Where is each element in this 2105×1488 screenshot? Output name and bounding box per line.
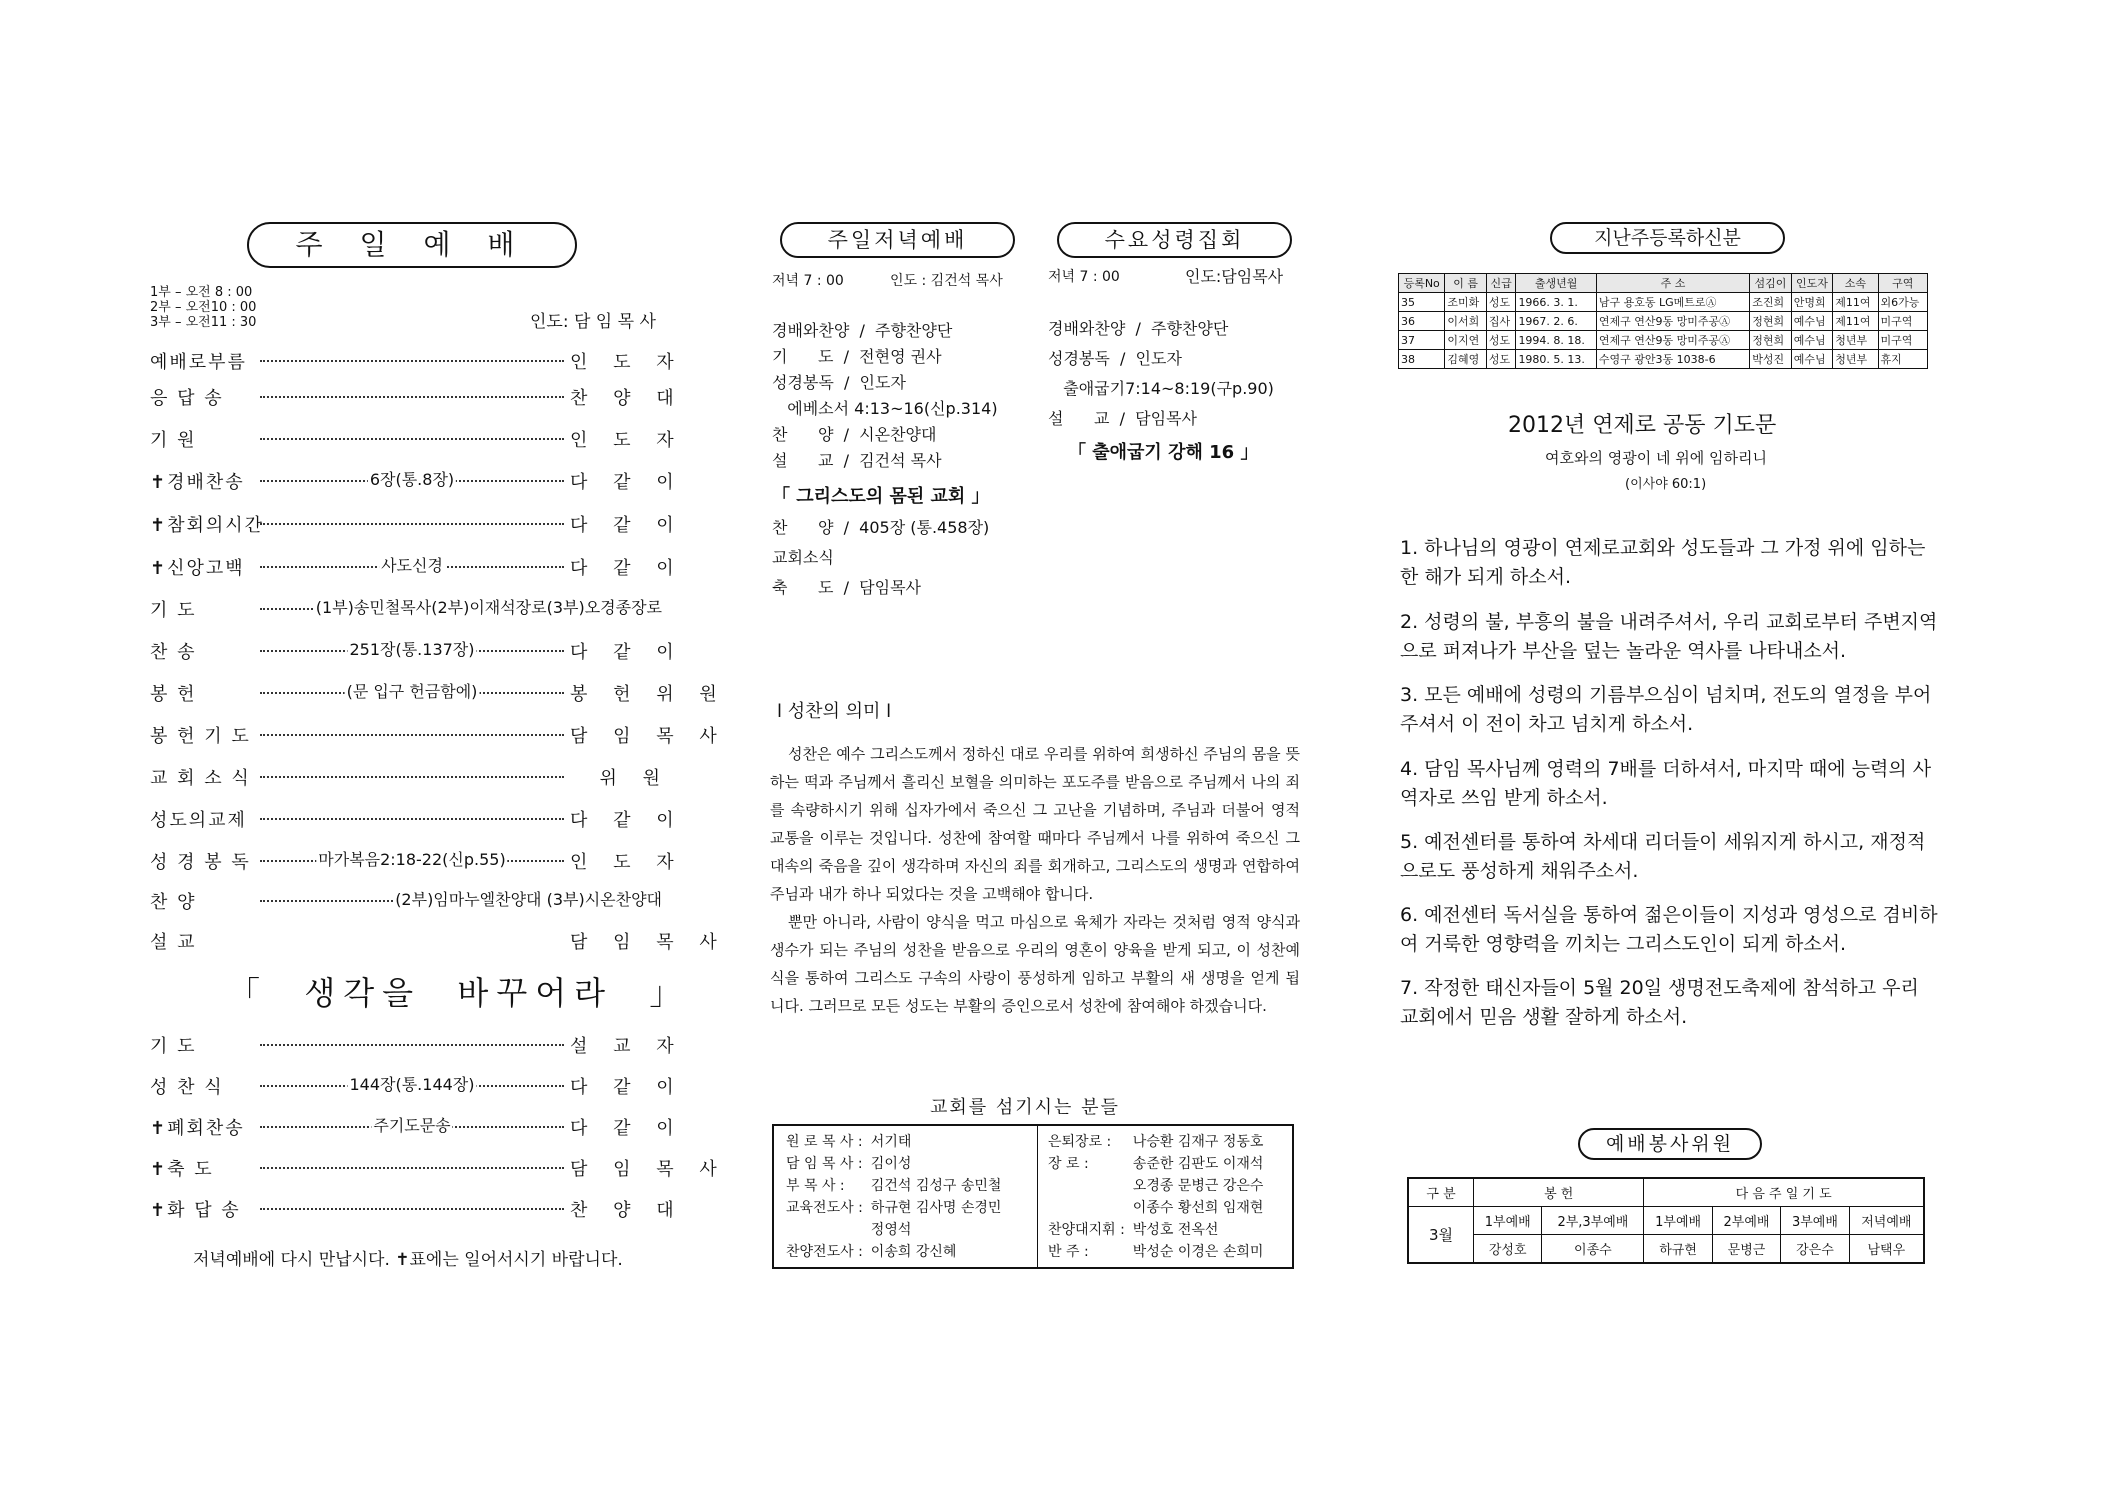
servant-names: 하규현 김사명 손경민 bbox=[870, 1200, 1002, 1216]
order-row bbox=[150, 346, 684, 376]
evening-line: 기 도 / 전현영 권사 bbox=[772, 347, 942, 366]
order-leader-dots bbox=[260, 682, 564, 701]
duty-sub-header: 1부예배 bbox=[1474, 1207, 1542, 1235]
order-row bbox=[150, 636, 684, 666]
table-cell: 36 bbox=[1399, 312, 1445, 331]
duty-sub-header: 1부예배 bbox=[1644, 1207, 1712, 1235]
service-time: 2부 – 오전10 : 00 bbox=[150, 300, 257, 315]
order-label: 설 교 bbox=[150, 932, 197, 953]
order-label: ✝화 답 송 bbox=[150, 1200, 241, 1221]
table-cell: 수영구 광안3동 1038-6 bbox=[1596, 350, 1749, 369]
table-cell: 정현희 bbox=[1750, 331, 1792, 350]
wednesday-time: 저녁 7 : 00 bbox=[1048, 269, 1120, 285]
duty-name: 문병근 bbox=[1712, 1235, 1780, 1264]
duty-sub-header: 2부,3부예배 bbox=[1542, 1207, 1644, 1235]
order-label: 응 답 송 bbox=[150, 388, 224, 409]
servant-role: 교육전도사 : bbox=[786, 1200, 863, 1216]
servant-names: 오경종 문병근 강은수 bbox=[1132, 1178, 1264, 1194]
wednesday-line: 성경봉독 / 인도자 bbox=[1048, 349, 1182, 368]
communion-body bbox=[770, 740, 1300, 1020]
servant-row bbox=[782, 1218, 1005, 1240]
column-header: 이 름 bbox=[1445, 274, 1487, 293]
table-cell: 제11여 bbox=[1833, 312, 1878, 331]
column-header: 등록No bbox=[1399, 274, 1445, 293]
wednesday-title-text: 수요성령집회 bbox=[1104, 228, 1245, 252]
servant-role: 담 임 목 사 : bbox=[786, 1156, 863, 1172]
evening-line: 교회소식 bbox=[772, 548, 834, 567]
column-header: 주 소 bbox=[1596, 274, 1749, 293]
communion-heading: l 성찬의 의미 l bbox=[777, 701, 892, 722]
order-leader-dots bbox=[260, 776, 564, 778]
table-cell: 성도 bbox=[1486, 293, 1516, 312]
order-detail: (2부)임마누엘찬양대 (3부)시온찬양대 bbox=[393, 887, 664, 910]
order-row bbox=[150, 1071, 684, 1101]
duty-title-text: 예배봉사위원 bbox=[1605, 1133, 1735, 1155]
sunday-leader: 인도: 담 임 목 사 bbox=[530, 312, 656, 332]
servants-title: 교회를 섬기시는 분들 bbox=[930, 1097, 1120, 1118]
wednesday-leader: 인도:담임목사 bbox=[1185, 267, 1284, 286]
duty-table bbox=[1407, 1177, 1925, 1264]
order-right: 설 교 자 bbox=[570, 1036, 684, 1057]
table-row bbox=[1399, 350, 1928, 369]
prayer-item: 6. 예전센터 독서실을 통하여 젊은이들이 지성과 영성으로 겸비하여 거룩한 영향력을 끼치는 그리스도인이 되게 하소서. bbox=[1400, 904, 1938, 955]
order-row bbox=[150, 382, 684, 412]
duty-sub-row bbox=[1408, 1207, 1924, 1235]
order-leader-dots bbox=[260, 360, 564, 362]
prayer-item: 4. 담임 목사님께 영력의 7배를 더하셔서, 마지막 때에 능력의 사역자로 쓰임 받게 하소서. bbox=[1400, 758, 1932, 809]
order-right: 담 임 목 사 bbox=[570, 932, 727, 953]
order-label: 기 원 bbox=[150, 430, 197, 451]
servant-names: 송준한 김판도 이재석 bbox=[1132, 1156, 1264, 1172]
order-leader-dots bbox=[260, 1167, 564, 1169]
sunday-sermon-title: 「 생각을 바꾸어라 」 bbox=[228, 974, 690, 1012]
table-cell: 예수님 bbox=[1791, 312, 1833, 331]
prayer-item: 1. 하나님의 영광이 연제로교회와 성도들과 그 가정 위에 임하는 한 해가 되게 하소서. bbox=[1400, 537, 1926, 588]
order-row bbox=[150, 886, 670, 916]
table-row bbox=[1399, 312, 1928, 331]
servant-row bbox=[1044, 1130, 1267, 1152]
order-label: ✝축 도 bbox=[150, 1159, 214, 1180]
order-row bbox=[150, 678, 727, 708]
order-label: ✝폐회찬송 bbox=[150, 1118, 245, 1139]
order-row bbox=[150, 552, 684, 582]
prayer-title: 2012년 연제로 공동 기도문 bbox=[1508, 413, 1777, 438]
table-row bbox=[1399, 293, 1928, 312]
servant-role: 원 로 목 사 : bbox=[786, 1134, 863, 1150]
order-right: 담 임 목 사 bbox=[570, 726, 727, 747]
order-row bbox=[150, 594, 670, 624]
order-label: 봉 헌 기 도 bbox=[150, 726, 251, 747]
table-cell: 안명희 bbox=[1791, 293, 1833, 312]
servant-role bbox=[1044, 1174, 1129, 1196]
duty-title bbox=[1578, 1128, 1762, 1160]
service-time: 1부 – 오전 8 : 00 bbox=[150, 285, 253, 300]
wednesday-line: 설 교 / 담임목사 bbox=[1048, 409, 1197, 428]
order-detail: 사도신경 bbox=[379, 553, 445, 576]
wednesday-line: 출애굽기7:14~8:19(구p.90) bbox=[1048, 379, 1274, 398]
servant-role: 찬양대지휘 : bbox=[1048, 1222, 1125, 1238]
table-cell: 남구 용호동 LG메트로Ⓐ bbox=[1596, 293, 1749, 312]
servant-names: 정영석 bbox=[870, 1222, 912, 1238]
servant-row bbox=[782, 1152, 1005, 1174]
duty-header-row bbox=[1408, 1178, 1924, 1207]
order-right: 찬 양 대 bbox=[570, 388, 684, 409]
table-cell: 1966. 3. 1. bbox=[1516, 293, 1596, 312]
prayer-item: 7. 작정한 태신자들이 5월 20일 생명전도축제에 참석하고 우리 교회에서 믿음 생활 잘하게 하소서. bbox=[1400, 977, 1919, 1028]
newcomers-title bbox=[1550, 222, 1785, 254]
order-label: 찬 양 bbox=[150, 892, 197, 913]
servant-row bbox=[782, 1174, 1005, 1196]
order-right: 다 같 이 bbox=[570, 515, 684, 536]
evening-line: 성경봉독 / 인도자 bbox=[772, 373, 906, 392]
order-row bbox=[150, 804, 684, 834]
table-row bbox=[1399, 331, 1928, 350]
order-leader-dots bbox=[260, 470, 564, 489]
table-cell: 연제구 연산9동 망미주공Ⓐ bbox=[1596, 331, 1749, 350]
order-right: 위 원 bbox=[599, 768, 670, 789]
table-cell: 연제구 연산9동 망미주공Ⓐ bbox=[1596, 312, 1749, 331]
order-leader-dots bbox=[260, 1044, 564, 1046]
wednesday-line: 경배와찬양 / 주향찬양단 bbox=[1048, 319, 1229, 338]
wednesday-title bbox=[1057, 222, 1292, 258]
order-right: 인 도 자 bbox=[570, 352, 684, 373]
order-leader-dots bbox=[260, 890, 664, 909]
servant-names: 이송희 강신혜 bbox=[870, 1244, 957, 1260]
servant-row bbox=[782, 1130, 1005, 1152]
order-leader-dots bbox=[260, 850, 564, 869]
newcomers-table bbox=[1398, 273, 1928, 369]
order-label: 성 찬 식 bbox=[150, 1077, 224, 1098]
prayer-item: 5. 예전센터를 통하여 차세대 리더들이 세워지게 하시고, 재정적으로도 풍성하게 채워주소서. bbox=[1400, 831, 1926, 882]
duty-header-gubun: 구 분 bbox=[1408, 1178, 1474, 1207]
order-label: 교 회 소 식 bbox=[150, 768, 251, 789]
order-leader-dots bbox=[260, 1116, 564, 1135]
servant-row bbox=[1044, 1196, 1267, 1218]
table-header-row bbox=[1399, 274, 1928, 293]
duty-sub-header: 2부예배 bbox=[1712, 1207, 1780, 1235]
column-header: 구역 bbox=[1878, 274, 1927, 293]
duty-header-offering: 봉 헌 bbox=[1474, 1178, 1644, 1207]
order-leader-dots bbox=[260, 598, 664, 617]
order-leader-dots bbox=[260, 640, 564, 659]
table-cell: 외6가능 bbox=[1878, 293, 1927, 312]
servant-row bbox=[1044, 1174, 1267, 1196]
order-label: 성도의교제 bbox=[150, 810, 247, 831]
order-right: 인 도 자 bbox=[570, 852, 684, 873]
prayer-item: 2. 성령의 불, 부흥의 불을 내려주셔서, 우리 교회로부터 주변지역으로 퍼져나가 부산을 덮는 놀라운 역사를 나타내소서. bbox=[1400, 611, 1938, 662]
column-header: 섬김이 bbox=[1750, 274, 1792, 293]
order-label: ✝경배찬송 bbox=[150, 472, 245, 493]
duty-name: 남택우 bbox=[1849, 1235, 1924, 1264]
order-detail: 144장(통.144장) bbox=[347, 1072, 476, 1095]
servant-names: 김이성 bbox=[870, 1156, 912, 1172]
order-label: 예배로부름 bbox=[150, 352, 247, 373]
servants-right-table bbox=[1044, 1130, 1267, 1262]
order-right: 다 같 이 bbox=[570, 642, 684, 663]
column-header: 인도자 bbox=[1791, 274, 1833, 293]
table-cell: 제11여 bbox=[1833, 293, 1878, 312]
table-cell: 성도 bbox=[1486, 350, 1516, 369]
table-cell: 정현희 bbox=[1750, 312, 1792, 331]
table-cell: 조진희 bbox=[1750, 293, 1792, 312]
order-row bbox=[150, 846, 684, 876]
evening-line: 설 교 / 김건석 목사 bbox=[772, 451, 942, 470]
duty-names-row bbox=[1408, 1235, 1924, 1264]
servant-row bbox=[1044, 1218, 1267, 1240]
servant-role: 은퇴장로 : bbox=[1048, 1134, 1112, 1150]
prayer-item: 3. 모든 예배에 성령의 기름부으심이 넘치며, 전도의 열정을 부어주셔서 이 전이 차고 넘치게 하소서. bbox=[1400, 684, 1932, 735]
order-leader-dots bbox=[260, 396, 564, 398]
order-leader-dots bbox=[260, 818, 564, 820]
order-detail: 주기도문송 bbox=[371, 1113, 452, 1136]
order-leader-dots bbox=[260, 1208, 564, 1210]
order-right: 다 같 이 bbox=[570, 472, 684, 493]
table-cell: 1994. 8. 18. bbox=[1516, 331, 1596, 350]
order-right: 다 같 이 bbox=[570, 558, 684, 579]
order-leader-dots bbox=[260, 523, 564, 525]
servant-role: 반 주 : bbox=[1048, 1244, 1089, 1260]
order-right: 다 같 이 bbox=[570, 1077, 684, 1098]
table-cell: 예수님 bbox=[1791, 331, 1833, 350]
wednesday-sermon: 「 출애굽기 강해 16 」 bbox=[1068, 442, 1259, 463]
order-detail: 251장(통.137장) bbox=[347, 637, 476, 660]
evening-time: 저녁 7 : 00 bbox=[772, 273, 844, 289]
evening-sermon: 「 그리스도의 몸된 교회 」 bbox=[772, 486, 990, 507]
order-label: ✝신앙고백 bbox=[150, 558, 245, 579]
prayer-verse-ref: (이사야 60:1) bbox=[1625, 477, 1707, 492]
order-leader-dots bbox=[260, 438, 564, 440]
sunday-worship-title bbox=[247, 222, 577, 268]
table-cell: 성도 bbox=[1486, 331, 1516, 350]
communion-paragraph: 성찬은 예수 그리스도께서 정하신 대로 우리를 위하여 희생하신 주님의 몸을 뜻하는 떡과 주님께서 흘리신 보혈을 의미하는 포도주를 받음으로 주님께서 나의 죄를 속량하시기 위해 십자가에서 죽으신 그 고난을 기념하며, 주님과 더불어 영적 교통을 이루는 것입니다. 성찬에 참여할 때마다 주님께서 나를 위하여 죽으신 그 대속의 죽음을 깊이 생각하며 자신의 죄를 회개하고, 그리스도의 생명과 연합하여 주님과 내가 하나 되었다는 것을 고백해야 합니다. bbox=[770, 745, 1300, 903]
order-detail: 6장(통.8장) bbox=[368, 467, 456, 490]
sunday-footer: 저녁예배에 다시 만납시다. ✝표에는 일어서시기 바랍니다. bbox=[193, 1250, 623, 1270]
table-cell: 예수님 bbox=[1791, 350, 1833, 369]
duty-name: 하규현 bbox=[1644, 1235, 1712, 1264]
table-cell: 이서희 bbox=[1445, 312, 1487, 331]
table-cell: 김혜영 bbox=[1445, 350, 1487, 369]
servant-row bbox=[782, 1196, 1005, 1218]
order-detail: (문 입구 헌금함에) bbox=[345, 679, 480, 702]
order-leader-dots bbox=[260, 1075, 564, 1094]
order-right: 찬 양 대 bbox=[570, 1200, 684, 1221]
evening-line: 축 도 / 담임목사 bbox=[772, 578, 921, 597]
order-row bbox=[150, 1112, 684, 1142]
order-right: 다 같 이 bbox=[570, 810, 684, 831]
servant-names: 김건석 김성구 송민철 bbox=[870, 1178, 1002, 1194]
servants-box bbox=[772, 1124, 1294, 1269]
servant-names: 나승환 김재구 정동호 bbox=[1132, 1134, 1264, 1150]
table-cell: 1967. 2. 6. bbox=[1516, 312, 1596, 331]
order-detail: 마가복음2:18-22(신p.55) bbox=[316, 847, 507, 870]
duty-name: 강은수 bbox=[1781, 1235, 1849, 1264]
table-cell: 이지연 bbox=[1445, 331, 1487, 350]
order-detail: (1부)송민철목사(2부)이재석장로(3부)오경종장로 bbox=[314, 595, 664, 618]
order-row bbox=[150, 1153, 727, 1183]
table-cell: 38 bbox=[1399, 350, 1445, 369]
column-header: 소속 bbox=[1833, 274, 1878, 293]
order-row bbox=[150, 466, 684, 496]
table-cell: 청년부 bbox=[1833, 350, 1878, 369]
table-cell: 박성진 bbox=[1750, 350, 1792, 369]
table-cell: 청년부 bbox=[1833, 331, 1878, 350]
order-right: 인 도 자 bbox=[570, 430, 684, 451]
communion-paragraph: 뿐만 아니라, 사람이 양식을 먹고 마심으로 육체가 자라는 것처럼 영적 양식과 생수가 되는 주님의 성찬을 받음으로 우리의 영혼이 양육을 받게 되고, 이 성찬예식을 통하여 그리스도 구속의 사랑이 풍성하게 임하고 부활의 새 생명을 얻게 됩니다. 그러므로 모든 성도는 부활의 증인으로서 성찬에 참여해야 하겠습니다. bbox=[770, 913, 1300, 1015]
table-cell: 조미화 bbox=[1445, 293, 1487, 312]
order-leader-dots bbox=[260, 556, 564, 575]
servant-role bbox=[1044, 1196, 1129, 1218]
table-cell: 35 bbox=[1399, 293, 1445, 312]
servant-role bbox=[782, 1218, 867, 1240]
evening-worship-title bbox=[780, 222, 1015, 258]
order-label: 봉 헌 bbox=[150, 684, 197, 705]
servant-row bbox=[1044, 1152, 1267, 1174]
order-label: ✝참회의시간 bbox=[150, 515, 265, 536]
sunday-worship-title-text: 주 일 예 배 bbox=[295, 228, 529, 261]
evening-leader: 인도 : 김건석 목사 bbox=[890, 273, 1003, 289]
table-cell: 집사 bbox=[1486, 312, 1516, 331]
servant-names: 이종수 황선희 임재현 bbox=[1132, 1200, 1264, 1216]
order-row bbox=[150, 720, 727, 750]
order-label: 기 도 bbox=[150, 1036, 197, 1057]
duty-header-next-prayer: 다 음 주 일 기 도 bbox=[1644, 1178, 1924, 1207]
service-time: 3부 – 오전11 : 30 bbox=[150, 315, 257, 330]
order-label: 찬 송 bbox=[150, 642, 197, 663]
duty-sub-header: 저녁예배 bbox=[1849, 1207, 1924, 1235]
servants-left-table bbox=[782, 1130, 1005, 1262]
table-cell: 미구역 bbox=[1878, 312, 1927, 331]
table-cell: 37 bbox=[1399, 331, 1445, 350]
prayer-verse: 여호와의 영광이 네 위에 임하리니 bbox=[1545, 449, 1767, 467]
servant-role: 장 로 : bbox=[1048, 1156, 1089, 1172]
evening-line: 경배와찬양 / 주향찬양단 bbox=[772, 321, 953, 340]
order-label: 기 도 bbox=[150, 600, 197, 621]
newcomers-title-text: 지난주등록하신분 bbox=[1594, 227, 1741, 249]
order-label: 성 경 봉 독 bbox=[150, 852, 251, 873]
order-leader-dots bbox=[260, 734, 564, 736]
order-row bbox=[150, 424, 684, 454]
table-cell: 1980. 5. 13. bbox=[1516, 350, 1596, 369]
column-header: 신급 bbox=[1486, 274, 1516, 293]
order-right: 봉 헌 위 원 bbox=[570, 684, 727, 705]
servant-row bbox=[1044, 1240, 1267, 1262]
order-row bbox=[150, 926, 727, 956]
table-cell: 휴지 bbox=[1878, 350, 1927, 369]
table-cell: 미구역 bbox=[1878, 331, 1927, 350]
duty-name: 이종수 bbox=[1542, 1235, 1644, 1264]
evening-worship-title-text: 주일저녁예배 bbox=[827, 228, 968, 252]
order-right: 다 같 이 bbox=[570, 1118, 684, 1139]
duty-sub-header: 3부예배 bbox=[1781, 1207, 1849, 1235]
order-row bbox=[150, 1030, 684, 1060]
evening-line: 찬 양 / 405장 (통.458장) bbox=[772, 518, 990, 537]
evening-line: 찬 양 / 시온찬양대 bbox=[772, 425, 937, 444]
column-header: 출생년월 bbox=[1516, 274, 1596, 293]
order-row bbox=[150, 1194, 684, 1224]
servants-divider bbox=[1037, 1126, 1038, 1267]
servant-names: 서기태 bbox=[870, 1134, 912, 1150]
evening-line: 에베소서 4:13~16(신p.314) bbox=[772, 399, 998, 418]
servant-role: 찬양전도사 : bbox=[786, 1244, 863, 1260]
servant-names: 박성호 전옥선 bbox=[1132, 1222, 1219, 1238]
servant-names: 박성순 이경은 손희미 bbox=[1132, 1244, 1264, 1260]
order-row bbox=[150, 509, 684, 539]
servant-role: 부 목 사 : bbox=[786, 1178, 845, 1194]
duty-name: 강성호 bbox=[1474, 1235, 1542, 1264]
service-times bbox=[150, 285, 256, 330]
servant-row bbox=[782, 1240, 1005, 1262]
order-right: 담 임 목 사 bbox=[570, 1159, 727, 1180]
order-row bbox=[150, 762, 670, 792]
duty-month: 3월 bbox=[1408, 1207, 1474, 1264]
